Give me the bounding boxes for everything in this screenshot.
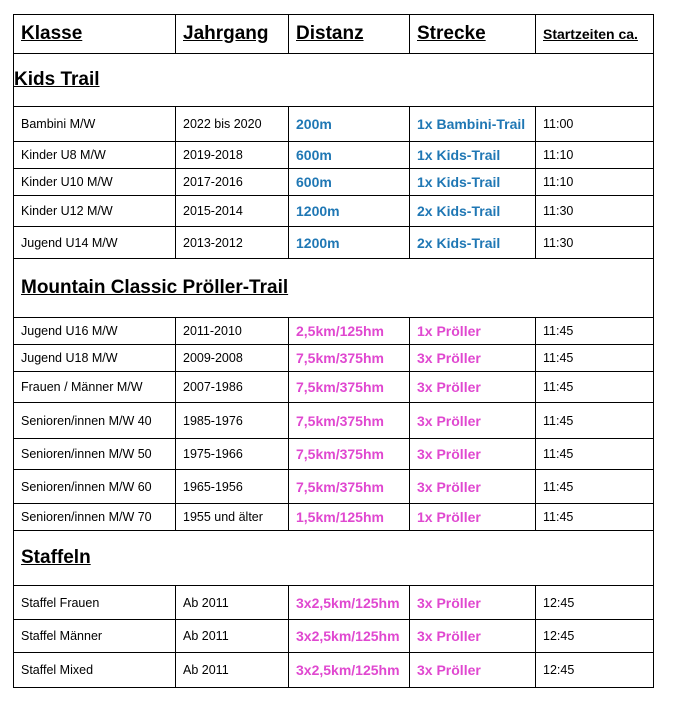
cell-start: 11:45	[536, 403, 654, 439]
cell-start: 11:45	[536, 439, 654, 470]
table-row	[14, 653, 654, 688]
cell-klasse: Staffel Männer	[14, 620, 176, 653]
cell-jahrgang: 2017-2016	[176, 169, 289, 196]
cell-start: 11:45	[536, 345, 654, 372]
table-row	[14, 196, 654, 227]
section-row	[14, 259, 654, 318]
table-row	[14, 439, 654, 470]
cell-distanz: 7,5km/375hm	[289, 403, 410, 439]
cell-jahrgang: Ab 2011	[176, 653, 289, 688]
cell-jahrgang: 1985-1976	[176, 403, 289, 439]
cell-strecke: 3x Pröller	[410, 586, 536, 620]
cell-distanz: 7,5km/375hm	[289, 345, 410, 372]
cell-distanz: 1200m	[289, 227, 410, 259]
table-row	[14, 403, 654, 439]
cell-strecke: 1x Kids-Trail	[410, 169, 536, 196]
cell-jahrgang: 2007-1986	[176, 372, 289, 403]
cell-strecke: 2x Kids-Trail	[410, 227, 536, 259]
cell-start: 11:45	[536, 504, 654, 531]
cell-strecke: 3x Pröller	[410, 620, 536, 653]
cell-start: 12:45	[536, 586, 654, 620]
section-title: Staffeln	[14, 531, 654, 586]
cell-start: 11:45	[536, 470, 654, 504]
cell-klasse: Senioren/innen M/W 70	[14, 504, 176, 531]
header-row	[14, 15, 654, 54]
cell-strecke: 3x Pröller	[410, 439, 536, 470]
cell-jahrgang: 2009-2008	[176, 345, 289, 372]
cell-jahrgang: 2011-2010	[176, 318, 289, 345]
table-row	[14, 107, 654, 142]
table-row	[14, 504, 654, 531]
cell-jahrgang: 2013-2012	[176, 227, 289, 259]
cell-distanz: 7,5km/375hm	[289, 470, 410, 504]
cell-klasse: Senioren/innen M/W 60	[14, 470, 176, 504]
cell-distanz: 7,5km/375hm	[289, 439, 410, 470]
cell-strecke: 1x Pröller	[410, 504, 536, 531]
table-row	[14, 345, 654, 372]
cell-strecke: 3x Pröller	[410, 653, 536, 688]
cell-klasse: Jugend U16 M/W	[14, 318, 176, 345]
table-row	[14, 586, 654, 620]
cell-klasse: Staffel Frauen	[14, 586, 176, 620]
cell-jahrgang: Ab 2011	[176, 620, 289, 653]
cell-jahrgang: 1965-1956	[176, 470, 289, 504]
cell-jahrgang: Ab 2011	[176, 586, 289, 620]
cell-distanz: 3x2,5km/125hm	[289, 653, 410, 688]
cell-start: 11:30	[536, 227, 654, 259]
cell-klasse: Jugend U14 M/W	[14, 227, 176, 259]
header-strecke: Strecke	[410, 15, 536, 54]
cell-distanz: 600m	[289, 142, 410, 169]
section-row	[14, 54, 654, 107]
cell-strecke: 1x Bambini-Trail	[410, 107, 536, 142]
cell-start: 12:45	[536, 620, 654, 653]
cell-distanz: 200m	[289, 107, 410, 142]
cell-jahrgang: 2019-2018	[176, 142, 289, 169]
table-row	[14, 470, 654, 504]
cell-jahrgang: 2022 bis 2020	[176, 107, 289, 142]
table-row	[14, 169, 654, 196]
cell-klasse: Kinder U12 M/W	[14, 196, 176, 227]
cell-klasse: Kinder U8 M/W	[14, 142, 176, 169]
cell-start: 11:45	[536, 372, 654, 403]
cell-strecke: 3x Pröller	[410, 345, 536, 372]
cell-start: 11:10	[536, 169, 654, 196]
cell-klasse: Senioren/innen M/W 50	[14, 439, 176, 470]
cell-distanz: 3x2,5km/125hm	[289, 586, 410, 620]
cell-strecke: 3x Pröller	[410, 403, 536, 439]
table-row	[14, 318, 654, 345]
cell-distanz: 3x2,5km/125hm	[289, 620, 410, 653]
schedule-table	[13, 14, 654, 688]
table-row	[14, 227, 654, 259]
cell-distanz: 600m	[289, 169, 410, 196]
section-title: Kids Trail	[14, 54, 654, 107]
section-row	[14, 531, 654, 586]
header-startzeiten: Startzeiten ca.	[536, 15, 654, 54]
cell-start: 11:30	[536, 196, 654, 227]
section-title: Mountain Classic Pröller-Trail	[14, 259, 654, 318]
cell-start: 11:00	[536, 107, 654, 142]
cell-strecke: 1x Pröller	[410, 318, 536, 345]
cell-distanz: 1200m	[289, 196, 410, 227]
cell-start: 11:45	[536, 318, 654, 345]
table-row	[14, 620, 654, 653]
cell-klasse: Frauen / Männer M/W	[14, 372, 176, 403]
cell-strecke: 3x Pröller	[410, 470, 536, 504]
header-distanz: Distanz	[289, 15, 410, 54]
cell-klasse: Kinder U10 M/W	[14, 169, 176, 196]
cell-strecke: 1x Kids-Trail	[410, 142, 536, 169]
cell-distanz: 1,5km/125hm	[289, 504, 410, 531]
cell-klasse: Senioren/innen M/W 40	[14, 403, 176, 439]
cell-start: 11:10	[536, 142, 654, 169]
table-row	[14, 372, 654, 403]
header-jahrgang: Jahrgang	[176, 15, 289, 54]
cell-klasse: Jugend U18 M/W	[14, 345, 176, 372]
table-row	[14, 142, 654, 169]
cell-start: 12:45	[536, 653, 654, 688]
cell-distanz: 7,5km/375hm	[289, 372, 410, 403]
header-klasse: Klasse	[14, 15, 176, 54]
cell-klasse: Bambini M/W	[14, 107, 176, 142]
cell-strecke: 3x Pröller	[410, 372, 536, 403]
cell-jahrgang: 1955 und älter	[176, 504, 289, 531]
cell-distanz: 2,5km/125hm	[289, 318, 410, 345]
cell-klasse: Staffel Mixed	[14, 653, 176, 688]
cell-strecke: 2x Kids-Trail	[410, 196, 536, 227]
cell-jahrgang: 2015-2014	[176, 196, 289, 227]
cell-jahrgang: 1975-1966	[176, 439, 289, 470]
